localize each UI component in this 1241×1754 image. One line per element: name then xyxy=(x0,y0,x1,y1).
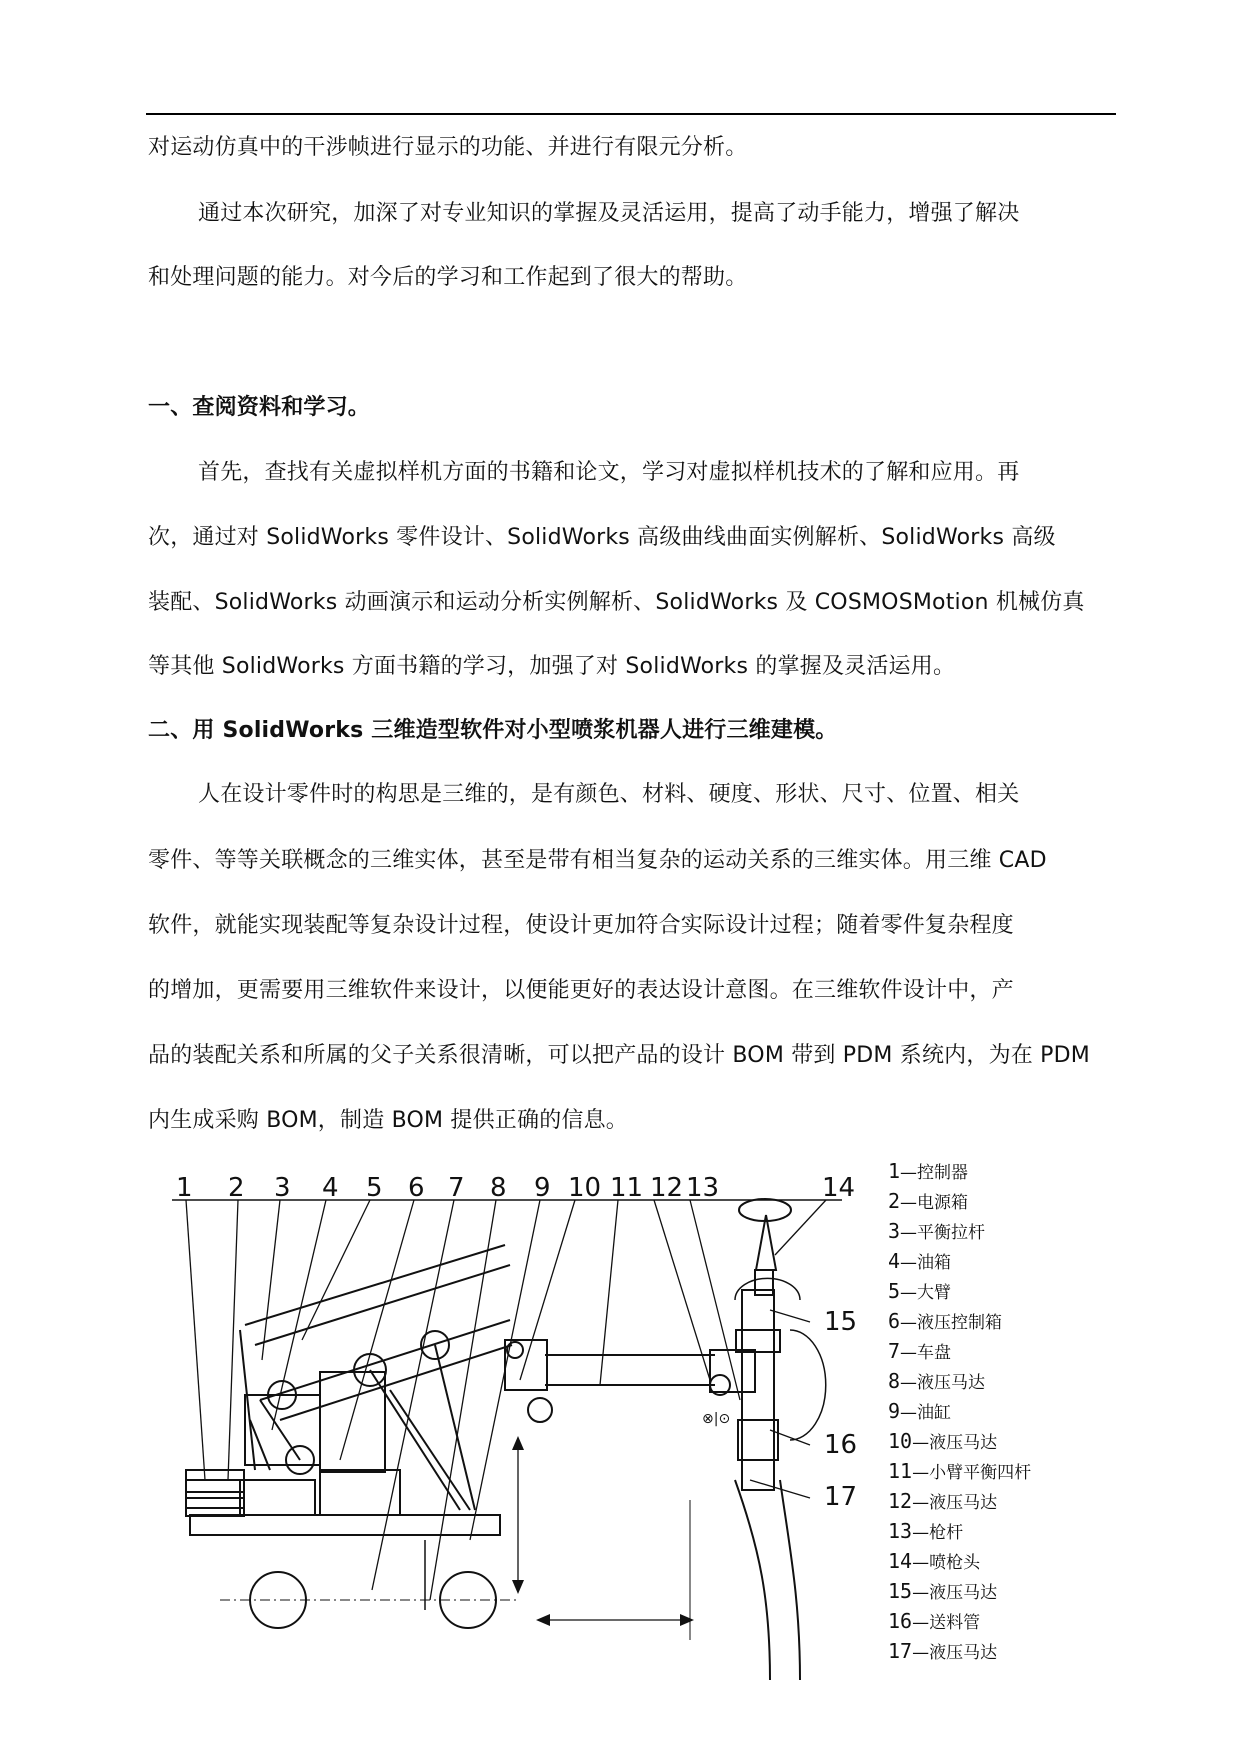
callout-11: 11 xyxy=(610,1173,644,1203)
callout-7: 7 xyxy=(448,1173,465,1203)
legend-number: 8 xyxy=(888,1369,901,1393)
legend-number: 6 xyxy=(888,1309,901,1333)
paragraph-line: 通过本次研究，加深了对专业知识的掌握及灵活运用，提高了动手能力，增强了解决 xyxy=(198,201,1020,226)
callout-10: 10 xyxy=(568,1173,602,1203)
legend-item xyxy=(888,1156,1088,1186)
legend-item xyxy=(888,1606,1088,1636)
section-heading-2: 二、用 SolidWorks 三维造型软件对小型喷浆机器人进行三维建模。 xyxy=(148,718,838,743)
legend-number: 4 xyxy=(888,1249,901,1273)
legend-number: 9 xyxy=(888,1399,901,1423)
callout-4: 4 xyxy=(322,1173,339,1203)
legend-number: 12 xyxy=(888,1489,913,1513)
legend-label: —液压马达 xyxy=(912,1583,998,1603)
legend-label: —液压马达 xyxy=(900,1373,986,1393)
callout-12: 12 xyxy=(650,1173,684,1203)
legend-item xyxy=(888,1426,1088,1456)
legend-item xyxy=(888,1246,1088,1276)
callout-6: 6 xyxy=(408,1173,425,1203)
callout-2: 2 xyxy=(228,1173,245,1203)
paragraph-line: 和处理问题的能力。对今后的学习和工作起到了很大的帮助。 xyxy=(148,265,748,290)
legend-label: —控制器 xyxy=(900,1163,969,1183)
legend-label: —油缸 xyxy=(900,1403,952,1423)
legend-label: —小臂平衡四杆 xyxy=(912,1463,1032,1483)
legend-number: 10 xyxy=(888,1429,913,1453)
callout-1: 1 xyxy=(176,1173,193,1203)
callout-16: 16 xyxy=(824,1430,858,1460)
svg-text:⊗|⊙: ⊗|⊙ xyxy=(702,1411,731,1427)
legend-item xyxy=(888,1576,1088,1606)
paragraph-line: 零件、等等关联概念的三维实体，甚至是带有相当复杂的运动关系的三维实体。用三维 CAD xyxy=(148,848,1047,873)
legend-number: 7 xyxy=(888,1339,901,1363)
legend-label: —大臂 xyxy=(900,1283,952,1303)
legend-number: 15 xyxy=(888,1579,913,1603)
paragraph-line: 人在设计零件时的构思是三维的，是有颜色、材料、硬度、形状、尺寸、位置、相关 xyxy=(198,782,1020,807)
legend-item xyxy=(888,1486,1088,1516)
callout-15: 15 xyxy=(824,1307,858,1337)
legend-number: 14 xyxy=(888,1549,913,1573)
legend-label: —液压马达 xyxy=(912,1493,998,1513)
legend-item xyxy=(888,1186,1088,1216)
legend-item xyxy=(888,1456,1088,1486)
callout-17: 17 xyxy=(824,1482,858,1512)
paragraph-line: 对运动仿真中的干涉帧进行显示的功能、并进行有限元分析。 xyxy=(148,135,748,160)
paragraph-line: 等其他 SolidWorks 方面书籍的学习，加强了对 SolidWorks 的掌握及灵活运用。 xyxy=(148,654,956,679)
legend-label: —车盘 xyxy=(900,1343,952,1363)
legend-label: —送料管 xyxy=(912,1613,981,1633)
legend-item xyxy=(888,1276,1088,1306)
paragraph-line: 首先，查找有关虚拟样机方面的书籍和论文，学习对虚拟样机技术的了解和应用。再 xyxy=(198,460,1020,485)
legend-item xyxy=(888,1546,1088,1576)
callout-8: 8 xyxy=(490,1173,507,1203)
legend-item xyxy=(888,1396,1088,1426)
legend-label: —油箱 xyxy=(900,1253,952,1273)
legend-label: —电源箱 xyxy=(900,1193,969,1213)
legend-number: 17 xyxy=(888,1639,913,1663)
callout-9: 9 xyxy=(534,1173,551,1203)
legend-number: 3 xyxy=(888,1219,901,1243)
paragraph-line: 品的装配关系和所属的父子关系很清晰，可以把产品的设计 BOM 带到 PDM 系统内，为在 PDM xyxy=(148,1043,1090,1068)
paragraph-line: 软件，就能实现装配等复杂设计过程，使设计更加符合实际设计过程；随着零件复杂程度 xyxy=(148,913,1014,938)
legend-number: 16 xyxy=(888,1609,913,1633)
legend-item xyxy=(888,1366,1088,1396)
callout-3: 3 xyxy=(274,1173,291,1203)
paragraph-line: 装配、SolidWorks 动画演示和运动分析实例解析、SolidWorks 及 COSMOSMotion 机械仿真 xyxy=(148,590,1085,615)
legend-label: —喷枪头 xyxy=(912,1553,981,1573)
paragraph-line: 内生成采购 BOM，制造 BOM 提供正确的信息。 xyxy=(148,1108,628,1133)
legend-label: —液压马达 xyxy=(912,1643,998,1663)
legend-number: 11 xyxy=(888,1459,913,1483)
callout-13: 13 xyxy=(686,1173,720,1203)
callout-5: 5 xyxy=(366,1173,383,1203)
legend-label: —平衡拉杆 xyxy=(900,1223,986,1243)
legend-item xyxy=(888,1306,1088,1336)
paragraph-line: 次，通过对 SolidWorks 零件设计、SolidWorks 高级曲线曲面实例解析、SolidWorks 高级 xyxy=(148,525,1056,550)
figure-legend xyxy=(888,1156,1088,1666)
legend-number: 1 xyxy=(888,1159,901,1183)
legend-label: —枪杆 xyxy=(912,1523,964,1543)
legend-item xyxy=(888,1336,1088,1366)
legend-number: 2 xyxy=(888,1189,901,1213)
legend-label: —液压控制箱 xyxy=(900,1313,1003,1333)
section-heading-1: 一、查阅资料和学习。 xyxy=(148,395,371,420)
legend-item xyxy=(888,1636,1088,1666)
legend-number: 13 xyxy=(888,1519,913,1543)
legend-item xyxy=(888,1216,1088,1246)
legend-item xyxy=(888,1516,1088,1546)
callout-14: 14 xyxy=(822,1173,856,1203)
legend-number: 5 xyxy=(888,1279,901,1303)
legend-label: —液压马达 xyxy=(912,1433,998,1453)
paragraph-line: 的增加，更需要用三维软件来设计，以便能更好的表达设计意图。在三维软件设计中，产 xyxy=(148,978,1014,1003)
